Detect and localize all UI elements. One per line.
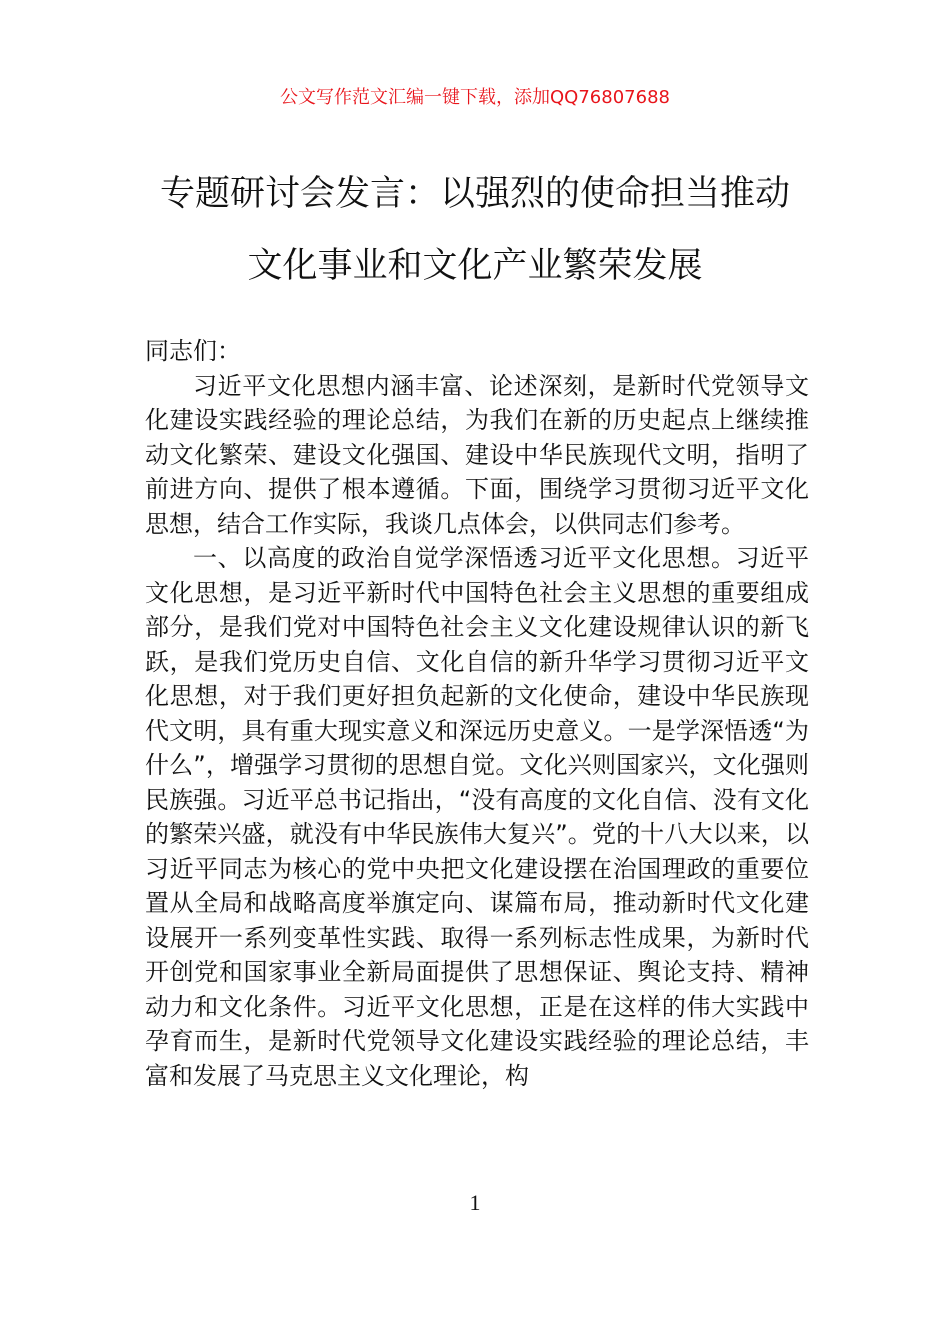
paragraph-section-one: 一、以高度的政治自觉学深悟透习近平文化思想。习近平文化思想，是习近平新时代中国特色社会主义思想的重要组成部分，是我们党对中国特色社会主义文化建设规律认识的新飞跃，是我们党历史自信、文化自信的新升华学习贯彻习近平文化思想，对于我们更好担负起新的文化使命，建设中华民族现代文明，具有重大现实意义和深远历史意义。一是学深悟透“为什么”，增强学习贯彻的思想自觉。文化兴则国家兴，文化强则民族强。习近平总书记指出，“没有高度的文化自信、没有文化的繁荣兴盛，就没有中华民族伟大复兴”。党的十八大以来，以习近平同志为核心的党中央把文化建设摆在治国理政的重要位置从全局和战略高度举旗定向、谋篇布局，推动新时代文化建设展开一系列变革性实践、取得一系列标志性成果，为新时代开创党和国家事业全新局面提供了思想保证、舆论支持、精神动力和文化条件。习近平文化思想，正是在这样的伟大实践中孕育而生，是新时代党领导文化建设实践经验的理论总结，丰富和发展了马克思主义文化理论，构 [145, 544, 809, 1090]
page-number: 1 [469, 1190, 481, 1215]
document-body [145, 334, 809, 1093]
document-title-line-1: 专题研讨会发言：以强烈的使命担当推动 [159, 174, 790, 214]
promo-header: 公文写作范文汇编一键下载，添加QQ76807688 [280, 87, 670, 108]
document-title-line-2: 文化事业和文化产业繁荣发展 [247, 246, 703, 286]
salutation: 同志们： [145, 337, 241, 365]
paragraph-intro: 习近平文化思想内涵丰富、论述深刻，是新时代党领导文化建设实践经验的理论总结，为我们在新的历史起点上继续推动文化繁荣、建设文化强国、建设中华民族现代文明，指明了前进方向、提供了根本遵循。下面，围绕学习贯彻习近平文化思想，结合工作实际，我谈几点体会，以供同志们参考。 [145, 371, 809, 538]
